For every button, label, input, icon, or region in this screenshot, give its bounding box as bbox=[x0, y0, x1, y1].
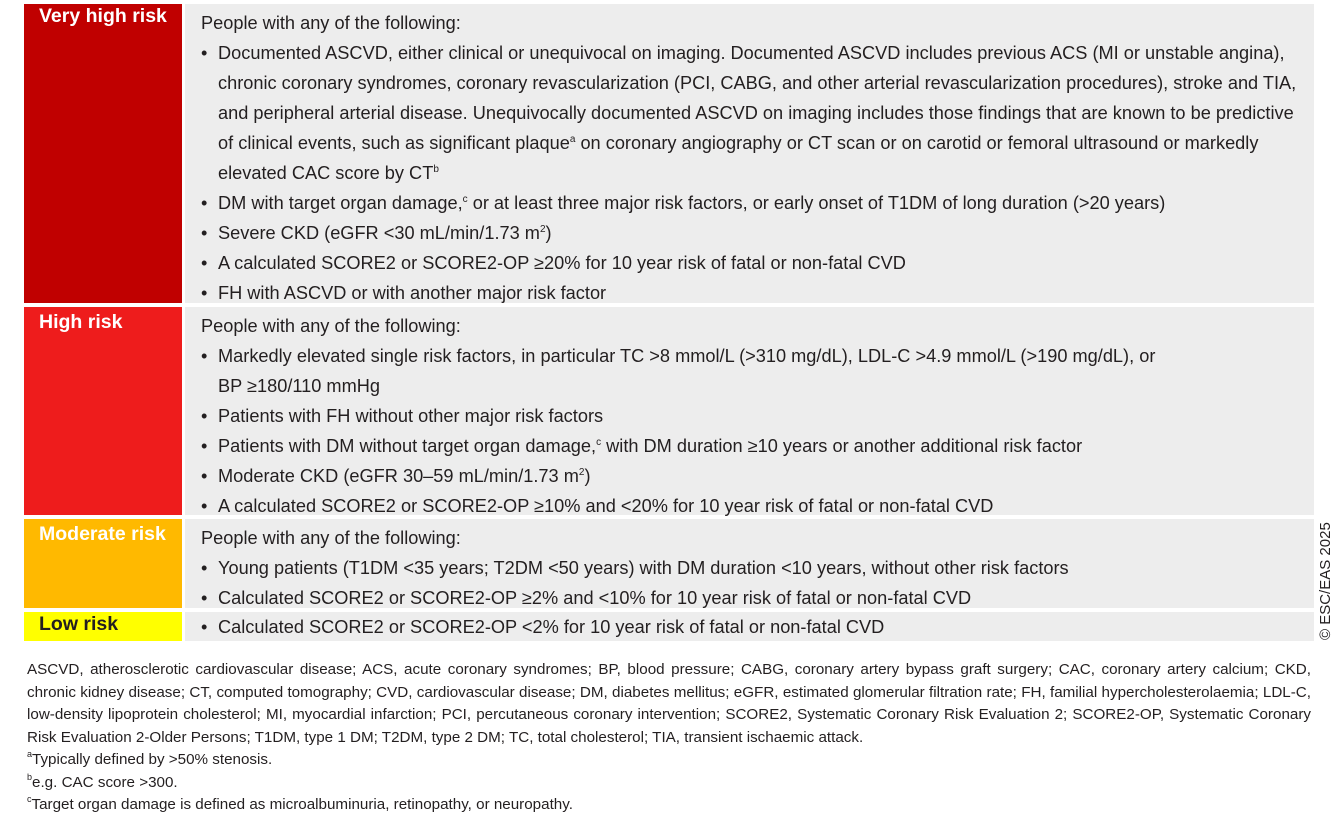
risk-row-high bbox=[24, 307, 1314, 515]
risk-criteria-low bbox=[185, 612, 1314, 641]
criteria-intro: People with any of the following: bbox=[201, 316, 461, 336]
footnote-mark: c bbox=[27, 794, 32, 804]
risk-criteria-moderate bbox=[185, 519, 1314, 608]
footnote-text: e.g. CAC score >300. bbox=[32, 773, 178, 791]
criteria-item bbox=[201, 431, 1302, 461]
footnote-b bbox=[27, 772, 1311, 795]
risk-label-moderate: Moderate risk bbox=[24, 519, 182, 608]
criteria-text: Markedly elevated single risk factors, in particular TC >8 mmol/L (>310 mg/dL), LDL-C >4.9 mmol/L (>190 mg/dL), or BP ≥180/110 mmHg bbox=[218, 346, 1156, 396]
criteria-item bbox=[201, 218, 1302, 248]
criteria-item bbox=[201, 583, 1302, 613]
bullet-icon: • bbox=[201, 346, 208, 366]
bullet-icon: • bbox=[201, 588, 208, 608]
bullet-icon: • bbox=[201, 558, 208, 578]
copyright-notice bbox=[1316, 522, 1336, 640]
risk-row-very-high bbox=[24, 4, 1314, 303]
criteria-item bbox=[201, 612, 1302, 642]
criteria-text: Documented ASCVD, either clinical or unequivocal on imaging. Documented ASCVD includes previous ACS (MI or unstable angina), chronic coronary syndromes, coronary revascularization (PCI, CABG, and other arterial revascularization procedures), stroke and TIA, and peripheral arterial disease. Unequivocally documented ASCVD on imaging includes those findings that are known to be predictive of clinical events, such as significant plaque bbox=[218, 43, 1297, 153]
criteria-text: Calculated SCORE2 or SCORE2-OP <2% for 10 year risk of fatal or non-fatal CVD bbox=[218, 617, 885, 637]
criteria-text: Patients with DM without target organ damage, bbox=[218, 436, 597, 456]
criteria-text: or at least three major risk factors, or early onset of T1DM of long duration (>20 years) bbox=[467, 193, 1166, 213]
superscript: 2 bbox=[539, 224, 546, 235]
criteria-text: DM with target organ damage, bbox=[218, 193, 463, 213]
criteria-text: on coronary angiography or CT scan or on carotid or femoral ultrasound or markedly elevated CAC score by CT bbox=[218, 133, 1259, 183]
criteria-text: A calculated SCORE2 or SCORE2-OP ≥20% for 10 year risk of fatal or non-fatal CVD bbox=[218, 253, 906, 273]
criteria-text: FH with ASCVD or with another major risk factor bbox=[218, 283, 607, 303]
bullet-icon: • bbox=[201, 43, 208, 63]
risk-label-very-high: Very high risk bbox=[24, 4, 182, 303]
criteria-text: with DM duration ≥10 years or another additional risk factor bbox=[601, 436, 1083, 456]
copyright-text: © ESC/EAS 2025 bbox=[1317, 522, 1334, 640]
risk-row-moderate bbox=[24, 519, 1314, 608]
criteria-intro: People with any of the following: bbox=[201, 528, 461, 548]
bullet-icon: • bbox=[201, 283, 208, 303]
footnote-marker: a bbox=[569, 134, 576, 145]
criteria-list bbox=[201, 612, 1302, 642]
footnote-c bbox=[27, 794, 1311, 817]
abbreviations-text: ASCVD, atherosclerotic cardiovascular disease; ACS, acute coronary syndromes; BP, blood pressure; CABG, coronary artery bypass graft surgery; CAC, coronary artery calcium; CKD, chronic kidney disease; CT, computed tomography; CVD, cardiovascular disease; DM, diabetes mellitus; eGFR, estimated glomerular filtration rate; FH, familial hypercholesterolaemia; LDL-C, low-density lipoprotein cholesterol; MI, myocardial infarction; PCI, percutaneous coronary intervention; SCORE2, Systematic Coronary Risk Evaluation 2; SCORE2-OP, Systematic Coronary Risk Evaluation 2-Older Persons; T1DM, type 1 DM; T2DM, type 2 DM; TC, total cholesterol; TIA, transient ischaemic attack. bbox=[27, 661, 1311, 746]
bullet-icon: • bbox=[201, 406, 208, 426]
criteria-item bbox=[201, 188, 1302, 218]
criteria-item bbox=[201, 278, 1302, 308]
criteria-text: Patients with FH without other major risk factors bbox=[218, 406, 604, 426]
criteria-text: Severe CKD (eGFR <30 mL/min/1.73 m bbox=[218, 223, 540, 243]
criteria-item bbox=[201, 553, 1302, 583]
criteria-item bbox=[201, 248, 1302, 278]
footnotes bbox=[27, 659, 1311, 817]
bullet-icon: • bbox=[201, 436, 208, 456]
footnote-marker: b bbox=[433, 164, 439, 175]
footnote-mark: a bbox=[27, 749, 33, 759]
risk-label-high: High risk bbox=[24, 307, 182, 515]
bullet-icon: • bbox=[201, 466, 208, 486]
criteria-item bbox=[201, 341, 1302, 401]
footnote-a bbox=[27, 749, 1311, 772]
risk-label-low: Low risk bbox=[24, 612, 182, 641]
criteria-text: A calculated SCORE2 or SCORE2-OP ≥10% and <20% for 10 year risk of fatal or non-fatal CVD bbox=[218, 496, 994, 516]
criteria-text: Young patients (T1DM <35 years; T2DM <50 years) with DM duration <10 years, without other risk factors bbox=[218, 558, 1069, 578]
criteria-text: Calculated SCORE2 or SCORE2-OP ≥2% and <10% for 10 year risk of fatal or non-fatal CVD bbox=[218, 588, 972, 608]
superscript: 2 bbox=[578, 467, 585, 478]
bullet-icon: • bbox=[201, 617, 208, 637]
footnote-text: Typically defined by >50% stenosis. bbox=[32, 751, 273, 768]
bullet-icon: • bbox=[201, 253, 208, 273]
footnote-marker: c bbox=[462, 194, 468, 205]
risk-criteria-very-high bbox=[185, 4, 1314, 303]
criteria-list bbox=[201, 553, 1302, 613]
bullet-icon: • bbox=[201, 496, 208, 516]
criteria-item bbox=[201, 401, 1302, 431]
bullet-icon: • bbox=[201, 193, 208, 213]
criteria-list bbox=[201, 38, 1302, 308]
risk-row-low bbox=[24, 612, 1314, 641]
footnote-mark: b bbox=[27, 771, 33, 782]
risk-criteria-high bbox=[185, 307, 1314, 515]
footnote-text: Target organ damage is defined as microalbuminuria, retinopathy, or neuropathy. bbox=[31, 796, 573, 813]
criteria-item bbox=[201, 491, 1302, 521]
criteria-item bbox=[201, 38, 1302, 188]
criteria-intro: People with any of the following: bbox=[201, 13, 461, 33]
criteria-text: Moderate CKD (eGFR 30–59 mL/min/1.73 m bbox=[218, 466, 579, 486]
footnote-marker: c bbox=[596, 437, 602, 448]
criteria-text: ) bbox=[584, 466, 591, 486]
criteria-list bbox=[201, 341, 1302, 521]
bullet-icon: • bbox=[201, 223, 208, 243]
criteria-text: ) bbox=[545, 223, 552, 243]
criteria-item bbox=[201, 461, 1302, 491]
